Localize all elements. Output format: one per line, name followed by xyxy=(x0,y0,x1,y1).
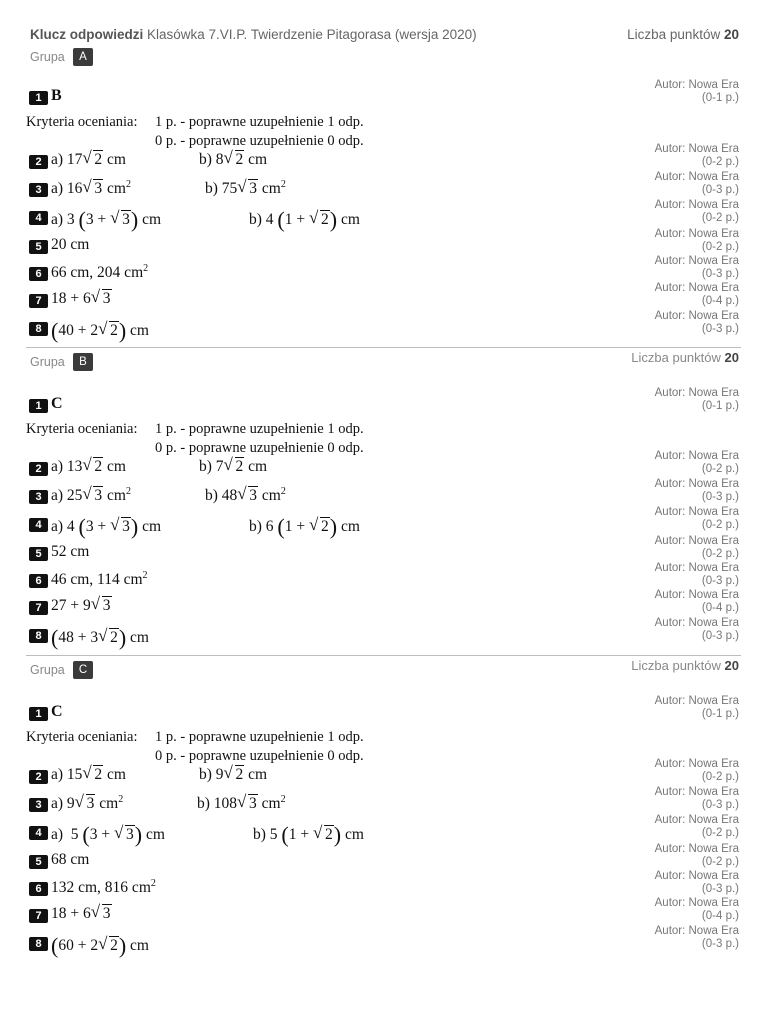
task-number-badge: 4 xyxy=(29,826,48,840)
task-5 xyxy=(29,843,739,877)
group-letter-badge: B xyxy=(73,353,93,371)
task-number-badge: 4 xyxy=(29,211,48,225)
task-number-badge: 1 xyxy=(29,91,48,105)
group-label: Grupa xyxy=(30,663,65,677)
task-3 xyxy=(29,478,739,512)
author-info: Autor: Nowa Era (0-1 p.) xyxy=(654,695,739,720)
task-1 xyxy=(29,387,739,421)
task-number-badge: 6 xyxy=(29,574,48,588)
answer: a) 13√ 2 cm b) 7√ 2 cm xyxy=(51,458,126,476)
author-info: Autor: Nowa Era (0-2 p.) xyxy=(654,450,739,475)
author-info: Autor: Nowa Era (0-4 p.) xyxy=(654,282,739,307)
task-4 xyxy=(29,506,739,540)
answer: (40 + 2√ 2) cm xyxy=(51,318,149,344)
task-6 xyxy=(29,562,739,596)
answer: a) 17√ 2 cm b) 8√ 2 cm xyxy=(51,151,126,169)
task-8 xyxy=(29,310,739,344)
task-3 xyxy=(29,171,739,205)
answer: a) 25√ 3 $cm^2$ b) 48√ 3 $cm^2$ xyxy=(51,486,131,505)
author-info: Autor: Nowa Era (0-3 p.) xyxy=(654,617,739,642)
task-1 xyxy=(29,79,739,113)
task-6 xyxy=(29,255,739,289)
task-8 xyxy=(29,925,739,959)
author-info: Autor: Nowa Era (0-3 p.) xyxy=(654,310,739,335)
author-info: Autor: Nowa Era (0-1 p.) xyxy=(654,387,739,412)
answer: 18 + 6√ 3 xyxy=(51,290,112,308)
author-info: Autor: Nowa Era (0-4 p.) xyxy=(654,589,739,614)
group-separator xyxy=(26,347,741,348)
answer: C xyxy=(51,395,63,412)
task-8 xyxy=(29,617,739,651)
author-info: Autor: Nowa Era (0-3 p.) xyxy=(654,925,739,950)
task-4 xyxy=(29,199,739,233)
answer: 20 cm xyxy=(51,236,90,253)
answer: 27 + 9√ 3 xyxy=(51,597,112,615)
answer: a) 3 (3 + √ 3) cm b) 4 (1 + √ 2) cm xyxy=(51,207,161,233)
task-4 xyxy=(29,814,739,848)
author-info: Autor: Nowa Era (0-2 p.) xyxy=(654,843,739,868)
task-number-badge: 8 xyxy=(29,629,48,643)
task-number-badge: 7 xyxy=(29,294,48,308)
task-number-badge: 2 xyxy=(29,462,48,476)
total-points: Liczba punktów 20 xyxy=(627,27,739,42)
author-info: Autor: Nowa Era (0-3 p.) xyxy=(654,255,739,280)
answer: a) 5 (3 + √ 3) cm b) 5 (1 + √ 2) cm xyxy=(51,822,165,848)
task-7 xyxy=(29,897,739,931)
task-number-badge: 8 xyxy=(29,937,48,951)
task-number-badge: 8 xyxy=(29,322,48,336)
group-points: Liczba punktów 20 xyxy=(631,658,739,673)
group-letter-badge: A xyxy=(73,48,93,66)
author-info: Autor: Nowa Era (0-2 p.) xyxy=(654,506,739,531)
task-6 xyxy=(29,870,739,904)
document-title-bold: Klucz odpowiedzi xyxy=(30,27,144,42)
answer: a) 15√ 2 cm b) 9√ 2 cm xyxy=(51,766,126,784)
task-number-badge: 3 xyxy=(29,183,48,197)
task-number-badge: 7 xyxy=(29,909,48,923)
group-letter-badge: C xyxy=(73,661,93,679)
author-info: Autor: Nowa Era (0-2 p.) xyxy=(654,814,739,839)
task-number-badge: 7 xyxy=(29,601,48,615)
group-label: Grupa xyxy=(30,50,65,64)
task-number-badge: 4 xyxy=(29,518,48,532)
task-number-badge: 5 xyxy=(29,547,48,561)
task-7 xyxy=(29,589,739,623)
author-info: Autor: Nowa Era (0-2 p.) xyxy=(654,228,739,253)
author-info: Autor: Nowa Era (0-3 p.) xyxy=(654,786,739,811)
group-points: Liczba punktów 20 xyxy=(631,350,739,365)
author-info: Autor: Nowa Era (0-3 p.) xyxy=(654,870,739,895)
task-number-badge: 5 xyxy=(29,855,48,869)
author-info: Autor: Nowa Era (0-2 p.) xyxy=(654,535,739,560)
task-number-badge: 3 xyxy=(29,798,48,812)
author-info: Autor: Nowa Era (0-3 p.) xyxy=(654,171,739,196)
task-number-badge: 1 xyxy=(29,399,48,413)
document-header xyxy=(30,27,739,45)
task-number-badge: 6 xyxy=(29,267,48,281)
answer: a) 4 (3 + √ 3) cm b) 6 (1 + √ 2) cm xyxy=(51,514,161,540)
author-info: Autor: Nowa Era (0-3 p.) xyxy=(654,478,739,503)
answer: 132 cm, 816 $cm^2$ xyxy=(51,878,156,897)
document-title: Klasówka 7.VI.P. Twierdzenie Pitagorasa (wersja 2020) xyxy=(143,27,477,42)
author-info: Autor: Nowa Era (0-4 p.) xyxy=(654,897,739,922)
task-2 xyxy=(29,758,739,792)
answer: 66 cm, 204 $cm^2$ xyxy=(51,263,149,282)
author-info: Autor: Nowa Era (0-3 p.) xyxy=(654,562,739,587)
answer: C xyxy=(51,703,63,720)
task-7 xyxy=(29,282,739,316)
task-number-badge: 1 xyxy=(29,707,48,721)
answer: a) 9√ 3 $cm^2$ b) 108√ 3 $cm^2$ xyxy=(51,794,123,813)
group-separator xyxy=(26,655,741,656)
answer: B xyxy=(51,87,62,104)
answer: (48 + 3√ 2) cm xyxy=(51,625,149,651)
answer: a) 16√ 3 $cm^2$ b) 75√ 3 $cm^2$ xyxy=(51,179,131,198)
task-number-badge: 3 xyxy=(29,490,48,504)
task-5 xyxy=(29,535,739,569)
group-label: Grupa xyxy=(30,355,65,369)
task-2 xyxy=(29,143,739,177)
answer: 18 + 6√ 3 xyxy=(51,905,112,923)
task-3 xyxy=(29,786,739,820)
author-info: Autor: Nowa Era (0-1 p.) xyxy=(654,79,739,104)
answer: 46 cm, 114 $cm^2$ xyxy=(51,570,148,589)
task-number-badge: 2 xyxy=(29,155,48,169)
task-5 xyxy=(29,228,739,262)
answer: 68 cm xyxy=(51,851,90,868)
author-info: Autor: Nowa Era (0-2 p.) xyxy=(654,758,739,783)
answer: 52 cm xyxy=(51,543,90,560)
author-info: Autor: Nowa Era (0-2 p.) xyxy=(654,199,739,224)
task-number-badge: 6 xyxy=(29,882,48,896)
task-number-badge: 5 xyxy=(29,240,48,254)
task-number-badge: 2 xyxy=(29,770,48,784)
author-info: Autor: Nowa Era (0-2 p.) xyxy=(654,143,739,168)
answer: (60 + 2√ 2) cm xyxy=(51,933,149,959)
task-2 xyxy=(29,450,739,484)
task-1 xyxy=(29,695,739,729)
